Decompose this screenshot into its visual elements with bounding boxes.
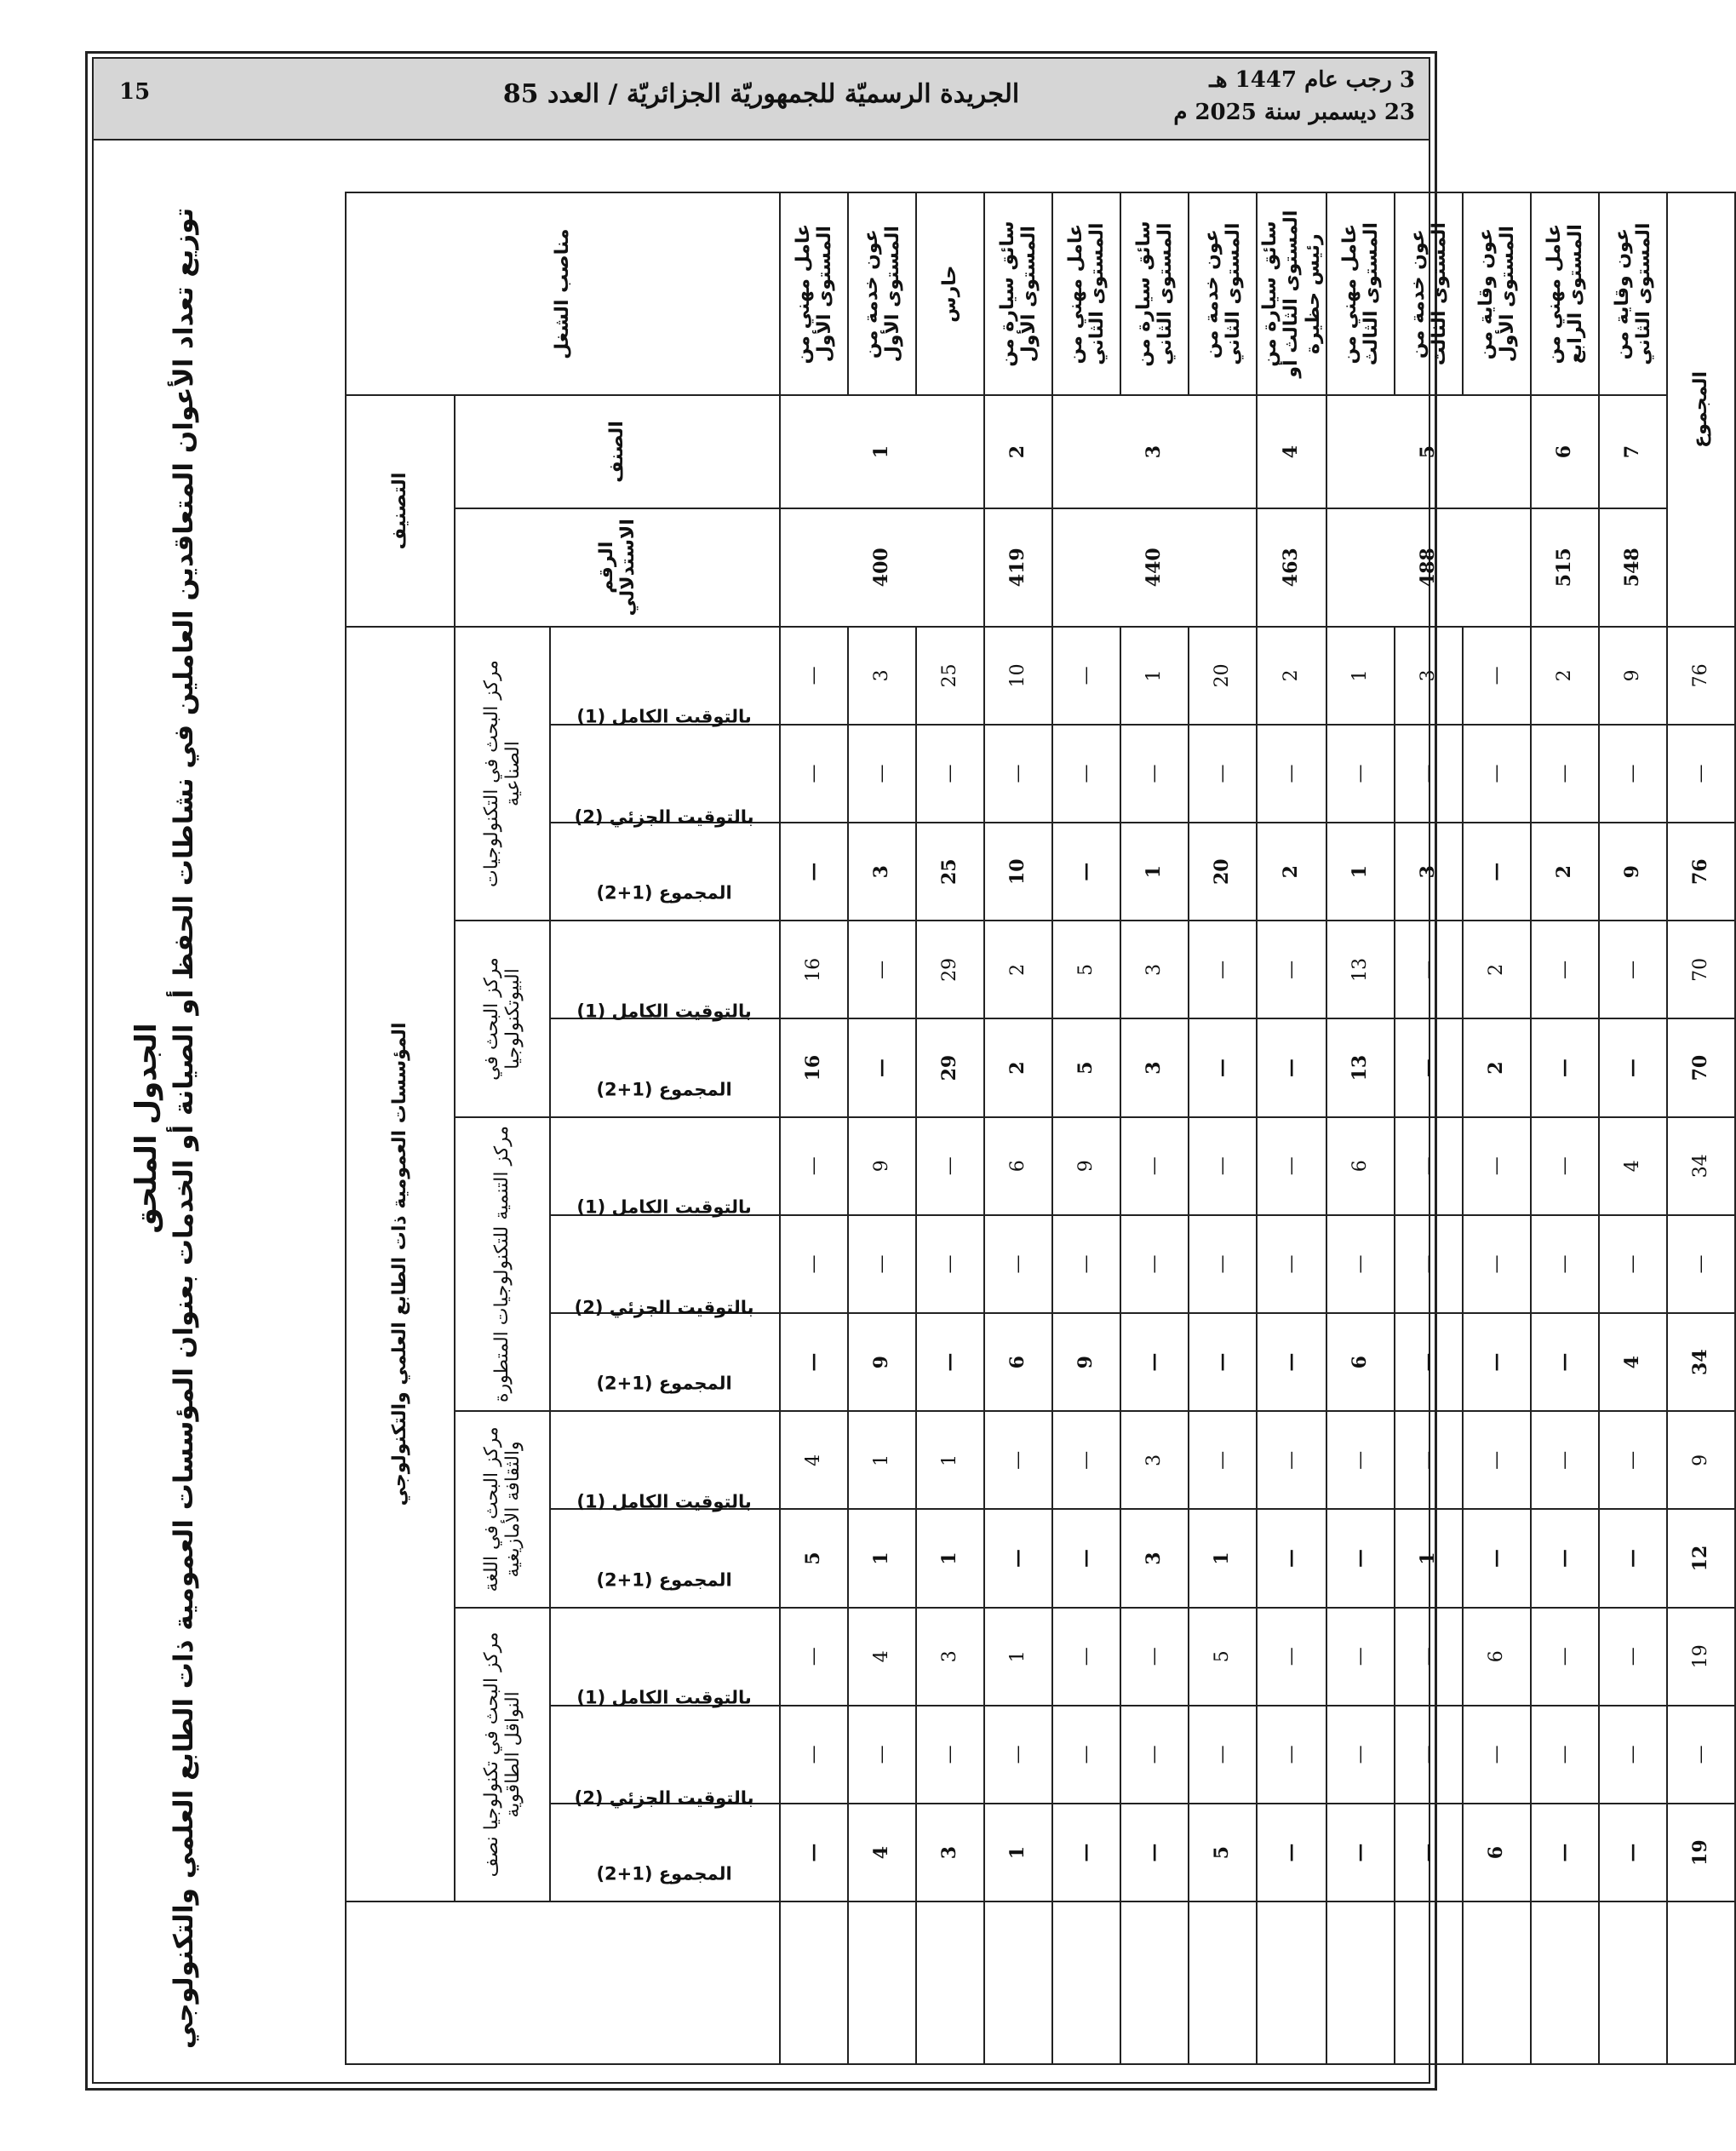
- count-value: —: [780, 1608, 848, 1706]
- count-value: —: [1189, 1706, 1257, 1804]
- job-title-cell: عون وقاية من المستوى الأول: [1463, 192, 1531, 395]
- job-title-cell: عون خدمة من المستوى الأول: [848, 192, 916, 395]
- sum-value: —: [1531, 1313, 1599, 1411]
- total-value: 70: [1667, 921, 1735, 1018]
- count-value: —: [1463, 627, 1531, 725]
- table-row: [984, 192, 1052, 2064]
- spacer-cell: [1667, 1901, 1735, 2064]
- index-cell: 440: [1052, 508, 1257, 627]
- total-value: 19: [1667, 1608, 1735, 1706]
- total-value: —: [1667, 725, 1735, 823]
- sum-value: 20: [1189, 823, 1257, 921]
- sum-value: 5: [1052, 1019, 1120, 1117]
- count-value: —: [1463, 1706, 1531, 1804]
- category-cell: 1: [780, 395, 984, 508]
- sum-header: المجموع (1+2): [550, 1313, 780, 1411]
- index-cell: 488: [1326, 508, 1531, 627]
- count-value: —: [1395, 1411, 1463, 1509]
- count-value: —: [1052, 725, 1120, 823]
- sum-value: 3: [916, 1804, 984, 1901]
- count-value: —: [1257, 1706, 1326, 1804]
- full-time-header: بالتوقيت الكامل (1): [550, 1411, 780, 1509]
- sum-value: —: [1531, 1019, 1599, 1117]
- job-title-cell: سائق سيارة من المستوى الأول: [984, 192, 1052, 395]
- spacer-cell: [1052, 1901, 1120, 2064]
- table-row: [1326, 192, 1395, 2064]
- job-title-cell: عامل مهني من المستوى الرابع: [1531, 192, 1599, 395]
- sum-value: —: [1531, 1804, 1599, 1901]
- count-value: —: [1326, 1608, 1395, 1706]
- gazette-header: [94, 59, 1429, 141]
- count-value: —: [1395, 1117, 1463, 1215]
- job-title-cell: عامل مهني من المستوى الثالث: [1326, 192, 1395, 395]
- total-sum-value: 34: [1667, 1313, 1735, 1411]
- sum-value: 4: [1599, 1313, 1667, 1411]
- count-value: 2: [984, 921, 1052, 1018]
- sum-value: 1: [916, 1509, 984, 1607]
- institutions-header: المؤسسات العمومية ذات الطابع العلمي والتكنولوجي: [346, 627, 455, 1901]
- count-value: —: [1395, 1215, 1463, 1313]
- count-value: —: [1531, 1608, 1599, 1706]
- count-value: —: [1326, 1411, 1395, 1509]
- table-row: [780, 192, 848, 2064]
- sum-value: 9: [1052, 1313, 1120, 1411]
- count-value: —: [1257, 725, 1326, 823]
- sum-value: 9: [1599, 823, 1667, 921]
- sum-value: 1: [1395, 1509, 1463, 1607]
- total-value: 76: [1667, 627, 1735, 725]
- annex-title: الجدول الملحق: [129, 1023, 163, 1234]
- count-value: —: [1395, 725, 1463, 823]
- sum-value: 5: [1189, 1804, 1257, 1901]
- institution-header: مركز البحث في التكنولوجيات الصناعية: [455, 627, 550, 921]
- count-value: —: [1120, 1215, 1189, 1313]
- sum-value: 6: [984, 1313, 1052, 1411]
- sum-header: المجموع (1+2): [550, 1509, 780, 1607]
- count-value: 16: [780, 921, 848, 1018]
- count-value: 3: [1120, 1411, 1189, 1509]
- sum-value: —: [1326, 1509, 1395, 1607]
- total-sum-value: 12: [1667, 1509, 1735, 1607]
- job-title-cell: عون خدمة من المستوى الثاني: [1189, 192, 1257, 395]
- count-value: —: [848, 725, 916, 823]
- full-time-header: بالتوقيت الكامل (1): [550, 1608, 780, 1706]
- count-value: —: [984, 1215, 1052, 1313]
- spacer-cell: [916, 1901, 984, 2064]
- category-cell: 7: [1599, 395, 1667, 508]
- table-row: [1052, 192, 1120, 2064]
- count-value: 3: [848, 627, 916, 725]
- count-value: —: [916, 725, 984, 823]
- full-time-header: بالتوقيت الكامل (1): [550, 1117, 780, 1215]
- sum-value: —: [780, 1804, 848, 1901]
- count-value: 4: [780, 1411, 848, 1509]
- count-value: 1: [1326, 627, 1395, 725]
- count-value: —: [1463, 1117, 1531, 1215]
- category-header: الصنف: [455, 395, 780, 508]
- spacer-cell: [780, 1901, 848, 2064]
- spacer-cell: [1189, 1901, 1257, 2064]
- count-value: —: [916, 1706, 984, 1804]
- count-value: —: [1531, 921, 1599, 1018]
- sum-value: 29: [916, 1019, 984, 1117]
- count-value: —: [1120, 1706, 1189, 1804]
- job-title-cell: عامل مهني من المستوى الثاني: [1052, 192, 1120, 395]
- count-value: —: [1052, 1706, 1120, 1804]
- sum-value: —: [1599, 1509, 1667, 1607]
- sum-value: 2: [1257, 823, 1326, 921]
- spacer-cell: [1395, 1901, 1463, 2064]
- count-value: —: [848, 921, 916, 1018]
- count-value: 1: [916, 1411, 984, 1509]
- table-row: [1599, 192, 1667, 2064]
- count-value: —: [1599, 921, 1667, 1018]
- count-value: —: [1120, 1608, 1189, 1706]
- sum-value: —: [1599, 1019, 1667, 1117]
- sum-value: 6: [1326, 1313, 1395, 1411]
- count-value: —: [1463, 1215, 1531, 1313]
- total-sum-value: 19: [1667, 1804, 1735, 1901]
- count-value: 6: [1326, 1117, 1395, 1215]
- sum-value: —: [1463, 1509, 1531, 1607]
- count-value: 20: [1189, 627, 1257, 725]
- spacer-cell: [1463, 1901, 1531, 2064]
- table-row: [1257, 192, 1326, 2064]
- table-row: [1531, 192, 1599, 2064]
- count-value: —: [1599, 725, 1667, 823]
- count-value: —: [1052, 1608, 1120, 1706]
- count-value: 9: [1052, 1117, 1120, 1215]
- count-value: 9: [1599, 627, 1667, 725]
- count-value: —: [1531, 725, 1599, 823]
- count-value: —: [1189, 921, 1257, 1018]
- sum-value: 2: [984, 1019, 1052, 1117]
- spacer-cell: [1531, 1901, 1599, 2064]
- sum-value: —: [1257, 1804, 1326, 1901]
- part-time-header: بالتوقيت الجزئي (2): [550, 725, 780, 823]
- sum-value: —: [1189, 1313, 1257, 1411]
- sum-value: 1: [848, 1509, 916, 1607]
- count-value: 4: [1599, 1117, 1667, 1215]
- sum-value: —: [1052, 1804, 1120, 1901]
- category-cell: 6: [1531, 395, 1599, 508]
- sum-value: 2: [1531, 823, 1599, 921]
- full-time-header: بالتوقيت الكامل (1): [550, 627, 780, 725]
- count-value: —: [1395, 1706, 1463, 1804]
- spacer-cell: [984, 1901, 1052, 2064]
- count-value: —: [780, 1215, 848, 1313]
- sum-value: 9: [848, 1313, 916, 1411]
- sum-header: المجموع (1+2): [550, 1804, 780, 1901]
- count-value: —: [1395, 921, 1463, 1018]
- institution-header: مركز البحث في تكنولوجيا نصف النواقل الطاقوية: [455, 1608, 550, 1902]
- count-value: 5: [1189, 1608, 1257, 1706]
- sum-value: —: [1326, 1804, 1395, 1901]
- count-value: 2: [1257, 627, 1326, 725]
- count-value: 3: [916, 1608, 984, 1706]
- sum-header: المجموع (1+2): [550, 1019, 780, 1117]
- job-title-cell: سائق سيارة من المستوى الثاني: [1120, 192, 1189, 395]
- job-title-cell: حارس: [916, 192, 984, 395]
- institution-header: مركز البحث في اللغة والثقافة الأمازيغية: [455, 1411, 550, 1607]
- count-value: —: [1531, 1215, 1599, 1313]
- hijri-date: 3 رجب عام 1447 هـ: [1209, 67, 1415, 93]
- count-value: —: [984, 725, 1052, 823]
- total-sum-value: 70: [1667, 1019, 1735, 1117]
- sum-value: 6: [1463, 1804, 1531, 1901]
- sum-header: المجموع (1+2): [550, 823, 780, 921]
- count-value: —: [780, 1117, 848, 1215]
- sum-value: —: [1052, 823, 1120, 921]
- index-header: الرقم الاستدلالي: [455, 508, 780, 627]
- sum-value: —: [1463, 823, 1531, 921]
- count-value: —: [1463, 1411, 1531, 1509]
- count-value: —: [916, 1117, 984, 1215]
- sum-value: —: [848, 1019, 916, 1117]
- total-value: —: [1667, 1706, 1735, 1804]
- count-value: 10: [984, 627, 1052, 725]
- sum-value: 4: [848, 1804, 916, 1901]
- count-value: 2: [1463, 921, 1531, 1018]
- staff-distribution-table: [345, 192, 1736, 2065]
- count-value: —: [1120, 1117, 1189, 1215]
- sum-value: 3: [1120, 1509, 1189, 1607]
- gazette-title: الجريدة الرسميّة للجمهوريّة الجزائريّة / العدد 85: [502, 79, 1020, 109]
- count-value: —: [1326, 1706, 1395, 1804]
- sum-value: —: [780, 1313, 848, 1411]
- sum-value: 3: [1120, 1019, 1189, 1117]
- count-value: —: [1052, 627, 1120, 725]
- index-cell: 548: [1599, 508, 1667, 627]
- classification-header: التصنيف: [346, 395, 455, 626]
- count-value: —: [1189, 725, 1257, 823]
- rotated-annex: [129, 192, 1712, 2065]
- sum-value: —: [916, 1313, 984, 1411]
- count-value: —: [1395, 1608, 1463, 1706]
- full-time-header: بالتوقيت الكامل (1): [550, 921, 780, 1018]
- spacer-cell: [1257, 1901, 1326, 2064]
- count-value: —: [1052, 1215, 1120, 1313]
- count-value: —: [1326, 1215, 1395, 1313]
- job-title-cell: سائق سيارة من المستوى الثالث أو رئيس حظيرة: [1257, 192, 1326, 395]
- count-value: —: [1257, 1411, 1326, 1509]
- total-sum-value: 76: [1667, 823, 1735, 921]
- total-row-label: المجموع: [1667, 192, 1735, 627]
- sum-value: —: [1120, 1313, 1189, 1411]
- sum-value: 10: [984, 823, 1052, 921]
- count-value: —: [1189, 1215, 1257, 1313]
- total-corner-cell: [346, 1901, 780, 2064]
- count-value: 4: [848, 1608, 916, 1706]
- index-cell: 400: [780, 508, 984, 627]
- count-value: —: [1599, 1215, 1667, 1313]
- count-value: —: [780, 627, 848, 725]
- index-cell: 515: [1531, 508, 1599, 627]
- count-value: —: [1531, 1411, 1599, 1509]
- part-time-header: بالتوقيت الجزئي (2): [550, 1706, 780, 1804]
- count-value: —: [916, 1215, 984, 1313]
- count-value: 3: [1395, 627, 1463, 725]
- count-value: —: [1257, 1215, 1326, 1313]
- count-value: —: [1599, 1411, 1667, 1509]
- institution-header: مركز البحث في البيوتكنولوجيا: [455, 921, 550, 1116]
- job-title-cell: عون خدمة من المستوى الثالث: [1395, 192, 1463, 395]
- sum-value: 1: [1120, 823, 1189, 921]
- part-time-header: بالتوقيت الجزئي (2): [550, 1215, 780, 1313]
- count-value: 2: [1531, 627, 1599, 725]
- sum-value: 5: [780, 1509, 848, 1607]
- sum-value: —: [1531, 1509, 1599, 1607]
- count-value: —: [1257, 1608, 1326, 1706]
- category-cell: 4: [1257, 395, 1326, 508]
- count-value: —: [1463, 725, 1531, 823]
- spacer-cell: [1599, 1901, 1667, 2064]
- total-value: —: [1667, 1215, 1735, 1313]
- count-value: —: [984, 1411, 1052, 1509]
- page-number: 15: [119, 79, 151, 105]
- sum-value: 1: [1189, 1509, 1257, 1607]
- sum-value: 3: [1395, 823, 1463, 921]
- count-value: —: [1599, 1608, 1667, 1706]
- sum-value: 2: [1463, 1019, 1531, 1117]
- sum-value: 16: [780, 1019, 848, 1117]
- job-title-cell: عون وقاية من المستوى الثاني: [1599, 192, 1667, 395]
- count-value: 5: [1052, 921, 1120, 1018]
- count-value: —: [1326, 725, 1395, 823]
- index-cell: 463: [1257, 508, 1326, 627]
- count-value: 1: [984, 1608, 1052, 1706]
- spacer-cell: [1120, 1901, 1189, 2064]
- count-value: —: [848, 1706, 916, 1804]
- count-value: 13: [1326, 921, 1395, 1018]
- count-value: —: [1531, 1117, 1599, 1215]
- count-value: 3: [1120, 921, 1189, 1018]
- count-value: 1: [848, 1411, 916, 1509]
- count-value: —: [848, 1215, 916, 1313]
- gregorian-date: 23 ديسمبر سنة 2025 م: [1173, 100, 1415, 125]
- sum-value: —: [1599, 1804, 1667, 1901]
- total-value: 34: [1667, 1117, 1735, 1215]
- count-value: —: [984, 1706, 1052, 1804]
- category-cell: 2: [984, 395, 1052, 508]
- sum-value: 1: [1326, 823, 1395, 921]
- count-value: —: [780, 725, 848, 823]
- count-value: —: [1189, 1411, 1257, 1509]
- count-value: —: [1531, 1706, 1599, 1804]
- sum-value: —: [1395, 1804, 1463, 1901]
- category-cell: 3: [1052, 395, 1257, 508]
- count-value: 25: [916, 627, 984, 725]
- sum-value: —: [1395, 1019, 1463, 1117]
- sum-value: —: [1395, 1313, 1463, 1411]
- count-value: —: [780, 1706, 848, 1804]
- jobs-header: مناصب الشغل: [346, 192, 780, 395]
- count-value: —: [1189, 1117, 1257, 1215]
- count-value: —: [1052, 1411, 1120, 1509]
- count-value: 29: [916, 921, 984, 1018]
- sum-value: —: [1257, 1313, 1326, 1411]
- job-title-cell: عامل مهني من المستوى الأول: [780, 192, 848, 395]
- sum-value: 13: [1326, 1019, 1395, 1117]
- sum-value: —: [984, 1509, 1052, 1607]
- count-value: —: [1257, 1117, 1326, 1215]
- count-value: 9: [848, 1117, 916, 1215]
- count-value: 6: [1463, 1608, 1531, 1706]
- sum-value: —: [1257, 1019, 1326, 1117]
- count-value: 1: [1120, 627, 1189, 725]
- issue-date: [1173, 64, 1415, 129]
- spacer-cell: [848, 1901, 916, 2064]
- sum-value: —: [1189, 1019, 1257, 1117]
- sum-value: 3: [848, 823, 916, 921]
- sum-value: —: [1257, 1509, 1326, 1607]
- sum-value: —: [1052, 1509, 1120, 1607]
- count-value: —: [1120, 725, 1189, 823]
- count-value: —: [1599, 1706, 1667, 1804]
- category-cell: 5: [1326, 395, 1531, 508]
- spacer-cell: [1326, 1901, 1395, 2064]
- sum-value: 25: [916, 823, 984, 921]
- total-value: 9: [1667, 1411, 1735, 1509]
- sum-value: —: [780, 823, 848, 921]
- institution-header: مركز التنمية للتكنولوجيات المتطورة: [455, 1117, 550, 1412]
- count-value: 6: [984, 1117, 1052, 1215]
- sum-value: 1: [984, 1804, 1052, 1901]
- index-cell: 419: [984, 508, 1052, 627]
- sum-value: —: [1463, 1313, 1531, 1411]
- count-value: —: [1257, 921, 1326, 1018]
- annex-subtitle: توزيع تعداد الأعوان المتعاقدين العاملين في نشاطات الحفظ أو الصيانة أو الخدمات بعنوان المؤسسات العمومية ذات الطابع العلمي والتكنولوجي: [169, 207, 199, 2050]
- sum-value: —: [1120, 1804, 1189, 1901]
